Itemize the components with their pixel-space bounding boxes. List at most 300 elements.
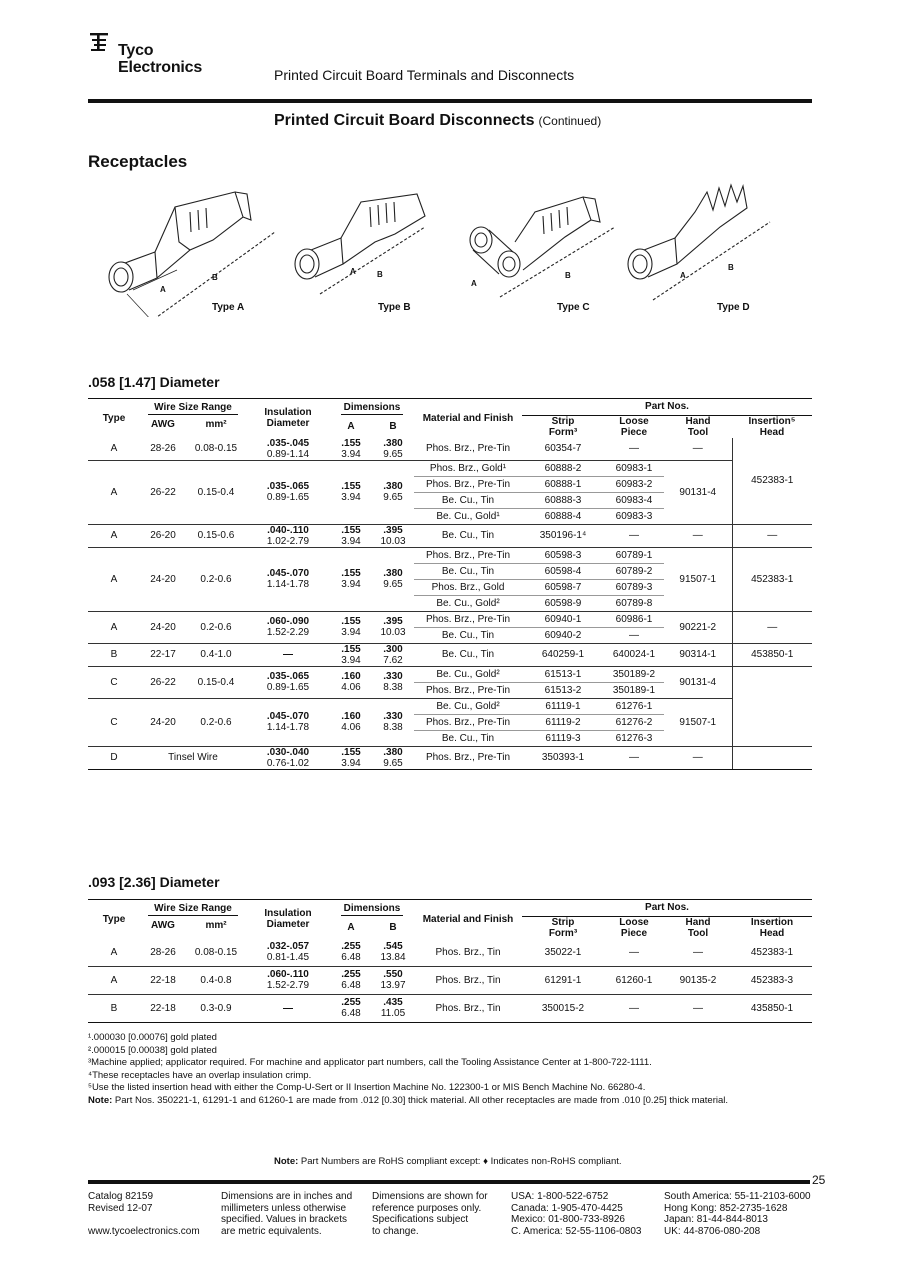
dimension-mm: 4.06 <box>341 722 361 733</box>
dimension-mm: 3.94 <box>341 492 361 503</box>
insulation-cell <box>246 524 330 547</box>
type-cell: A <box>88 547 140 611</box>
strip-form-cell: 60598-4 <box>522 563 604 579</box>
dimension-a-cell <box>330 524 372 547</box>
type-a-label: Type A <box>212 302 245 313</box>
insulation-inch: .035-.065 <box>266 671 310 682</box>
col-insertion-head <box>732 415 812 438</box>
col-b: B <box>389 420 397 432</box>
strip-form-cell: 61119-2 <box>522 714 604 730</box>
footer-catalog <box>88 1191 200 1237</box>
type-cell <box>88 966 140 994</box>
section-title <box>274 112 601 130</box>
loose-label: Loose <box>619 415 649 427</box>
loose-piece-cell <box>604 966 664 994</box>
dimension-b-cell <box>372 939 414 967</box>
loose-piece-cell: 61276-1 <box>604 698 664 714</box>
material-cell: Be. Cu., Tin <box>414 492 522 508</box>
t2-col-wire-size <box>140 900 246 917</box>
dimension-b-cell <box>372 611 414 643</box>
dimension-a-cell <box>330 438 372 461</box>
table1-body <box>88 438 812 770</box>
insertion-head-cell: 452383-1 <box>732 547 812 611</box>
loose-piece-cell: 60789-2 <box>604 563 664 579</box>
dimension-b-cell <box>372 547 414 611</box>
insulation-inch: .040-.110 <box>267 524 309 536</box>
table1-title: .058 [1.47] Diameter <box>88 374 220 390</box>
dimension-mm: 9.65 <box>383 492 403 503</box>
footer-c2-l4: are metric equivalents. <box>221 1225 322 1237</box>
mm2-cell: 0.15-0.4 <box>186 666 246 698</box>
footer-c2-l1: Dimensions are in inches and <box>221 1191 353 1202</box>
material-cell: Be. Cu., Gold² <box>414 666 522 682</box>
awg-cell: 24-20 <box>140 698 186 746</box>
dimension-mm: 7.62 <box>383 654 403 666</box>
insulation-cell <box>246 438 330 461</box>
type-c-dim-b: B <box>565 271 571 280</box>
material-cell: Be. Cu., Tin <box>414 627 522 643</box>
material-cell <box>414 939 522 967</box>
mm2-value: 0.08-0.15 <box>194 946 238 958</box>
t2-col-hand-tool <box>664 916 732 939</box>
col-part-nos: Part Nos. <box>522 399 812 416</box>
insertion-head-cell: 452383-1 <box>732 438 812 525</box>
strip-form-cell <box>522 939 604 967</box>
dimension-b-cell <box>372 966 414 994</box>
dimension-inch: .395 <box>383 524 403 536</box>
insulation-mm: 0.81-1.45 <box>266 952 310 963</box>
dimension-inch: .155 <box>341 481 361 492</box>
loose-piece-cell <box>604 994 664 1022</box>
type-b-label: Type B <box>378 302 411 313</box>
dimension-mm: 3.94 <box>341 627 361 638</box>
t2-insertion-label: Insertion <box>750 916 794 928</box>
type-a-dim-b: B <box>212 273 218 282</box>
type-a-dim-a: A <box>160 285 166 294</box>
insulation-mm: 1.52-2.29 <box>266 627 310 638</box>
material-cell: Be. Cu., Gold² <box>414 595 522 611</box>
insulation-mm: 1.02-2.79 <box>266 535 310 547</box>
dimension-b-cell <box>372 698 414 746</box>
insertion-head-cell <box>732 746 812 769</box>
mm2-cell: 0.2-0.6 <box>186 611 246 643</box>
strip-form-cell: 60354-7 <box>522 438 604 461</box>
dimension-mm: 6.48 <box>341 952 361 963</box>
material-cell: Be. Cu., Gold¹ <box>414 508 522 524</box>
strip-form-cell: 60888-2 <box>522 460 604 476</box>
table2-title: .093 [2.36] Diameter <box>88 874 220 890</box>
table-093-diameter <box>88 899 812 1023</box>
strip-form-cell: 640259-1 <box>522 643 604 666</box>
t2-loose-label: Loose <box>619 916 649 928</box>
strip-form-cell: 60598-7 <box>522 579 604 595</box>
dimension-a-cell <box>330 939 372 967</box>
col-hand-tool <box>664 415 732 438</box>
rohs-note-text: Part Numbers are RoHS compliant except: ♦ Indicates non-RoHS compliant. <box>300 1156 622 1167</box>
col-mm2: mm² <box>205 419 227 431</box>
insulation-mm: 1.14-1.78 <box>266 579 310 590</box>
awg-cell: 28-26 <box>140 438 186 461</box>
dimension-mm: 3.94 <box>341 654 361 666</box>
footer-c2-l2: millimeters unless otherwise <box>221 1202 347 1214</box>
insulation-inch: .035-.065 <box>266 481 310 492</box>
wire-size-label: Wire Size Range <box>148 402 238 415</box>
dimension-inch: .380 <box>383 746 403 758</box>
mm2-cell: 0.4-1.0 <box>186 643 246 666</box>
awg-cell: 24-20 <box>140 547 186 611</box>
phone-uk: UK: 44-8706-080-208 <box>664 1225 761 1237</box>
t2-col-strip-form <box>522 916 604 939</box>
type-cell: C <box>88 698 140 746</box>
table-row <box>88 939 812 967</box>
head-label: Head <box>759 426 785 438</box>
loose-piece-value: — <box>629 946 639 958</box>
dimension-mm: 9.65 <box>383 448 403 460</box>
awg-cell: 22-17 <box>140 643 186 666</box>
insulation-inch: .035-.045 <box>266 437 310 449</box>
insulation-cell <box>246 994 330 1022</box>
dimension-a-cell <box>330 966 372 994</box>
footnote-2: ².000015 [0.00038] gold plated <box>88 1044 217 1056</box>
dimension-b-cell <box>372 746 414 769</box>
dimension-a-cell <box>330 666 372 698</box>
brand-line-2: Electronics <box>118 59 203 76</box>
insertion-label: Insertion⁵ <box>748 415 796 427</box>
t2-insulation-label: Insulation <box>264 908 312 920</box>
col-wire-size <box>140 399 246 416</box>
loose-piece-cell: 350189-1 <box>604 682 664 698</box>
type-cell: C <box>88 666 140 698</box>
footer-phone-world <box>664 1191 811 1237</box>
material-note <box>88 1095 812 1108</box>
t2-form-label: Form³ <box>548 927 578 939</box>
t2-diameter-label: Diameter <box>266 919 310 931</box>
strip-form-cell: 61513-1 <box>522 666 604 682</box>
piece-label: Piece <box>620 426 648 438</box>
strip-label: Strip <box>551 415 575 427</box>
website-link[interactable]: www.tycoelectronics.com <box>88 1225 200 1237</box>
t2-wire-size-label: Wire Size Range <box>148 903 238 916</box>
hand-tool-value: 90135-2 <box>679 974 717 986</box>
phone-japan: Japan: 81-44-844-8013 <box>664 1214 768 1225</box>
mm2-cell: 0.2-0.6 <box>186 547 246 611</box>
insulation-cell <box>246 939 330 967</box>
strip-form-cell: 60940-2 <box>522 627 604 643</box>
insulation-mm: 0.89-1.65 <box>266 492 310 503</box>
dimension-a-cell <box>330 611 372 643</box>
type-b-dim-b: B <box>377 270 383 279</box>
mm2-cell <box>186 966 246 994</box>
insulation-mm: 0.89-1.14 <box>266 448 310 460</box>
dimension-mm: 8.38 <box>383 722 403 733</box>
loose-piece-cell: 60789-8 <box>604 595 664 611</box>
dimension-mm: 10.03 <box>380 535 406 547</box>
dimension-mm: 13.84 <box>380 952 406 963</box>
t2-piece-label: Piece <box>620 927 648 939</box>
hand-tool-cell <box>664 994 732 1022</box>
dimension-inch: .155 <box>341 643 361 655</box>
loose-piece-cell: — <box>604 627 664 643</box>
col-material: Material and Finish <box>414 399 522 438</box>
dimension-inch: .380 <box>383 568 403 579</box>
material-note-text: Part Nos. 350221-1, 61291-1 and 61260-1 are made from .012 [0.30] thick material. All other receptacles are made from .010 [0.25] thick material. <box>114 1094 729 1106</box>
dimension-inch: .255 <box>341 941 361 952</box>
mm2-value: 0.4-0.8 <box>200 974 232 986</box>
type-cell: A <box>88 460 140 524</box>
type-cell <box>88 994 140 1022</box>
awg-cell: 26-20 <box>140 524 186 547</box>
material-cell: Be. Cu., Tin <box>414 643 522 666</box>
strip-form-value: 35022-1 <box>544 946 582 958</box>
dimension-a-cell <box>330 698 372 746</box>
type-d-dim-b: B <box>728 263 734 272</box>
form-label: Form³ <box>548 426 578 438</box>
insulation-inch: .032-.057 <box>266 941 310 952</box>
t2-tool-label: Tool <box>687 927 709 939</box>
table-058-diameter <box>88 398 812 770</box>
table-row <box>88 611 812 627</box>
rohs-note-label: Note: <box>274 1156 299 1167</box>
insulation-cell <box>246 643 330 666</box>
footer-rule <box>88 1180 810 1184</box>
dimension-mm: 3.94 <box>341 579 361 590</box>
strip-form-cell: 350393-1 <box>522 746 604 769</box>
dimension-mm: 13.97 <box>380 980 406 991</box>
type-b-drawing <box>295 194 425 294</box>
t2-col-part-nos: Part Nos. <box>522 900 812 917</box>
insertion-head-value: 452383-3 <box>750 974 794 986</box>
col-dimensions <box>330 399 414 416</box>
footer-phone-americas <box>511 1191 641 1237</box>
dimension-inch: .160 <box>341 671 361 682</box>
loose-piece-cell: 60983-2 <box>604 476 664 492</box>
strip-form-cell: 61119-3 <box>522 730 604 746</box>
type-cell: A <box>88 438 140 461</box>
dimension-mm: 3.94 <box>341 757 361 769</box>
header-rule <box>88 99 812 103</box>
dimension-inch: .380 <box>383 437 403 449</box>
insertion-head-cell: — <box>732 611 812 643</box>
material-cell: Phos. Brz., Gold¹ <box>414 460 522 476</box>
mm2-cell: 0.15-0.4 <box>186 460 246 524</box>
awg-cell: 24-20 <box>140 611 186 643</box>
t2-dimensions-label: Dimensions <box>341 903 403 916</box>
dimension-inch: .545 <box>383 941 403 952</box>
hand-tool-cell: 90131-4 <box>664 666 732 698</box>
brand-line-1: Tyco <box>118 42 154 59</box>
dimension-b-cell <box>372 643 414 666</box>
dimension-inch: .155 <box>341 568 361 579</box>
material-cell: Phos. Brz., Gold <box>414 579 522 595</box>
spacer <box>88 1214 200 1226</box>
loose-piece-cell: 640024-1 <box>604 643 664 666</box>
material-cell: Phos. Brz., Pre-Tin <box>414 714 522 730</box>
insertion-head-value: 435850-1 <box>750 1002 794 1014</box>
hand-tool-cell <box>664 939 732 967</box>
hand-tool-cell: — <box>664 438 732 461</box>
type-c-dim-a: A <box>471 279 477 288</box>
type-cell: A <box>88 524 140 547</box>
hand-tool-cell: 90314-1 <box>664 643 732 666</box>
dimension-inch: .155 <box>341 616 361 627</box>
strip-form-cell: 60888-4 <box>522 508 604 524</box>
table-row <box>88 746 812 769</box>
page-header-title: Printed Circuit Board Terminals and Disconnects <box>274 67 575 83</box>
hand-tool-cell: — <box>664 746 732 769</box>
type-c-drawing <box>470 197 615 297</box>
rohs-note <box>274 1156 622 1167</box>
page-number: 25 <box>812 1173 826 1187</box>
strip-form-cell: 350196-1⁴ <box>522 524 604 547</box>
dimension-inch: .300 <box>383 643 403 655</box>
section-continued: (Continued) <box>538 114 602 128</box>
phone-mexico: Mexico: 01-800-733-8926 <box>511 1214 625 1225</box>
mm2-cell: 0.2-0.6 <box>186 698 246 746</box>
insertion-head-value: 452383-1 <box>750 946 794 958</box>
material-cell: Be. Cu., Tin <box>414 730 522 746</box>
footer-c3-l4: to change. <box>372 1225 419 1237</box>
dimension-a-cell <box>330 746 372 769</box>
t2-hand-label: Hand <box>685 916 711 928</box>
t2-col-type: Type <box>88 900 140 939</box>
table-row <box>88 438 812 461</box>
mm2-cell <box>186 994 246 1022</box>
table-row <box>88 547 812 563</box>
dimension-a-cell <box>330 643 372 666</box>
material-value: Phos. Brz., Tin <box>435 974 501 986</box>
phone-c-america: C. America: 52-55-1106-0803 <box>511 1225 642 1237</box>
strip-form-cell <box>522 966 604 994</box>
insulation-inch: .030-.040 <box>266 746 310 758</box>
footnote-3: ³Machine applied; applicator required. For machine and applicator part numbers, call the Tooling Assistance Center at 1-800-722-1111. <box>88 1057 652 1068</box>
loose-piece-cell: 60983-1 <box>604 460 664 476</box>
loose-piece-cell: — <box>604 746 664 769</box>
footer-reference-note <box>372 1191 488 1237</box>
footer-c3-l2: reference purposes only. <box>372 1202 482 1214</box>
dimension-mm: 8.38 <box>383 682 403 693</box>
awg-cell: 26-22 <box>140 666 186 698</box>
t2-head-label: Head <box>759 927 785 939</box>
insulation-mm: 1.52-2.79 <box>266 980 310 991</box>
type-d-label: Type D <box>717 302 750 313</box>
footnotes <box>88 1032 812 1107</box>
strip-form-cell: 60888-1 <box>522 476 604 492</box>
type-cell <box>88 939 140 967</box>
dimension-inch: .395 <box>383 616 403 627</box>
mm2-cell: 0.15-0.6 <box>186 524 246 547</box>
type-cell: D <box>88 746 140 769</box>
insulation-mm: 0.89-1.65 <box>266 682 310 693</box>
t2-col-mm2: mm² <box>205 920 227 932</box>
material-cell: Be. Cu., Tin <box>414 563 522 579</box>
type-cell: A <box>88 611 140 643</box>
footnote-4: ⁴These receptacles have an overlap insulation crimp. <box>88 1069 312 1081</box>
dimension-b-cell <box>372 666 414 698</box>
col-loose-piece <box>604 415 664 438</box>
loose-piece-cell: — <box>604 524 664 547</box>
strip-form-cell: 60598-3 <box>522 547 604 563</box>
mm2-cell: 0.08-0.15 <box>186 438 246 461</box>
material-value: Phos. Brz., Tin <box>435 1002 501 1014</box>
awg-value: 22-18 <box>150 1002 176 1014</box>
loose-piece-cell: 60986-1 <box>604 611 664 627</box>
loose-piece-value: 61260-1 <box>615 974 653 986</box>
t2-col-material: Material and Finish <box>414 900 522 939</box>
strip-form-cell: 60888-3 <box>522 492 604 508</box>
loose-piece-value: — <box>629 1002 639 1014</box>
material-cell: Phos. Brz., Pre-Tin <box>414 611 522 627</box>
table-row <box>88 966 812 994</box>
footer-c2-l3: specified. Values in brackets <box>221 1214 347 1225</box>
hand-tool-cell: 91507-1 <box>664 547 732 611</box>
t2-col-dimensions <box>330 900 414 917</box>
type-a-drawing <box>109 192 275 317</box>
strip-form-cell <box>522 994 604 1022</box>
dimension-inch: .160 <box>341 711 361 722</box>
t2-col-b: B <box>389 921 397 933</box>
dimension-mm: 3.94 <box>341 448 361 460</box>
hand-tool-value: — <box>693 1002 703 1014</box>
dimension-a-cell <box>330 994 372 1022</box>
awg-cell <box>140 994 186 1022</box>
tool-label: Tool <box>687 426 709 438</box>
revision: Revised 12-07 <box>88 1202 153 1214</box>
phone-hong-kong: Hong Kong: 852-2735-1628 <box>664 1202 788 1214</box>
dimension-inch: .330 <box>383 671 403 682</box>
insertion-head-cell <box>732 994 812 1022</box>
material-cell: Be. Cu., Tin <box>414 524 522 547</box>
table-row <box>88 643 812 666</box>
insulation-cell <box>246 460 330 524</box>
dimensions-label: Dimensions <box>341 402 403 415</box>
loose-piece-cell: 350189-2 <box>604 666 664 682</box>
insertion-head-cell: 453850-1 <box>732 643 812 666</box>
strip-form-cell: 61513-2 <box>522 682 604 698</box>
dimension-mm: 4.06 <box>341 682 361 693</box>
hand-tool-cell: 91507-1 <box>664 698 732 746</box>
table-row <box>88 666 812 682</box>
col-insulation <box>246 399 330 438</box>
dimension-inch: .155 <box>341 437 361 449</box>
type-c-label: Type C <box>557 302 590 313</box>
insulation-inch: .045-.070 <box>266 711 310 722</box>
dimension-inch: .550 <box>383 969 403 980</box>
dimension-mm: 6.48 <box>341 980 361 991</box>
loose-piece-cell: 61276-2 <box>604 714 664 730</box>
footnote-1: ¹.000030 [0.00076] gold plated <box>88 1032 217 1043</box>
awg-cell: 26-22 <box>140 460 186 524</box>
awg-cell <box>140 966 186 994</box>
receptacle-types-figure <box>95 182 815 317</box>
loose-piece-cell: 60789-3 <box>604 579 664 595</box>
catalog-number: Catalog 82159 <box>88 1191 154 1202</box>
loose-piece-cell <box>604 939 664 967</box>
dimension-b-cell <box>372 994 414 1022</box>
phone-canada: Canada: 1-905-470-4425 <box>511 1202 623 1214</box>
col-awg: AWG <box>151 419 175 431</box>
dimension-mm: 6.48 <box>341 1008 361 1019</box>
col-strip-form <box>522 415 604 438</box>
dimension-a-cell <box>330 547 372 611</box>
dimension-mm: 9.65 <box>383 757 403 769</box>
insulation-cell <box>246 547 330 611</box>
hand-tool-cell <box>664 966 732 994</box>
dimension-inch: .255 <box>341 969 361 980</box>
awg-value: 22-18 <box>150 974 176 986</box>
col-a: A <box>347 420 355 432</box>
insulation-inch: — <box>283 649 293 660</box>
footer-dimensions-note <box>221 1191 352 1237</box>
